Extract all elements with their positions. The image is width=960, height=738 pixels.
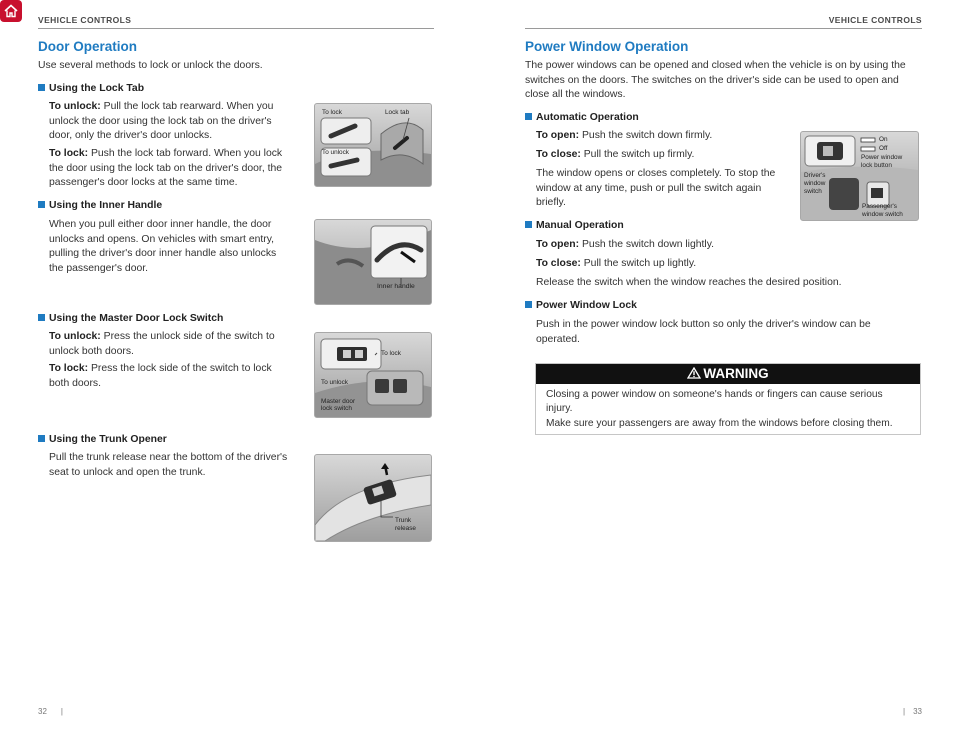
manual-close-para: To close: Pull the switch up lightly. [536,258,697,269]
running-header-left: VEHICLE CONTROLS [38,15,132,25]
bullet-square-icon [38,435,45,442]
subheading-lock-tab: Using the Lock Tab [38,83,144,94]
page-number-right: | 33 [903,707,922,716]
door-intro: Use several methods to lock or unlock the doors. [38,60,263,71]
fig-label-to-unlock: To unlock [322,149,349,156]
trunk-opener-para: Pull the trunk release near the bottom of the driver's seat to unlock and open the trunk. [49,452,288,478]
warning-header: WARNING [536,364,920,384]
fig-label-driver-line1: Driver's [804,172,826,179]
automatic-stop-para: The window opens or closes completely. To stop the window at any time, push or pull the switch again briefly. [536,168,776,209]
subheading-manual: Manual Operation [525,220,624,231]
master-switch-lock-para: To lock: Press the lock side of the switch to lock both doors. [49,363,272,389]
fig-label-to-lock: To lock [381,350,401,357]
bullet-square-icon [38,314,45,321]
fig-label-lock-tab: Lock tab [385,109,410,116]
section-title-door-operation: Door Operation [38,39,138,54]
fig-label-to-unlock: To unlock [321,379,348,386]
subheading-automatic: Automatic Operation [525,112,639,123]
home-button[interactable] [0,0,22,22]
fig-label-trunk-line1: Trunk [395,517,412,524]
fig-label-master-line2: lock switch [321,405,352,412]
bullet-square-icon [525,301,532,308]
inner-handle-figure [314,219,432,305]
automatic-close-para: To close: Pull the switch up firmly. [536,149,695,160]
subheading-trunk-opener: Using the Trunk Opener [38,434,167,445]
lock-tab-figure [314,103,432,187]
fig-label-master-line1: Master door [321,398,356,405]
fig-label-trunk-line2: release [395,525,416,532]
manual-open-para: To open: Push the switch down lightly. [536,239,715,250]
header-rule-right [525,28,922,29]
power-window-switch-figure [800,131,919,221]
power-window-intro: The power windows can be opened and closed when the vehicle is on by using the switches on the doors. The switches on the driver's side can be used to open and close all the windows. [525,60,906,101]
page-number-left: 32 | [38,707,63,716]
bullet-square-icon [525,221,532,228]
inner-handle-para: When you pull either door inner handle, the door unlocks and opens. On vehicles with smart entry, pulling the driver's door inner handle also unlocks the passenger's door. [49,219,277,274]
fig-label-on: On [879,136,888,143]
inner-handle-illustration [315,220,431,304]
warning-box [535,363,921,435]
fig-label-pass-line2: window switch [862,211,903,218]
warning-triangle-icon [687,367,701,379]
fig-label-inner-handle: Inner handle [377,283,415,290]
bullet-square-icon [38,201,45,208]
home-icon [3,3,19,19]
warning-line-1: Closing a power window on someone's hands or fingers can cause serious injury. [546,389,883,414]
fig-label-lock-btn-line1: Power window [861,154,903,161]
power-window-lock-para: Push in the power window lock button so only the driver's window can be operated. [536,319,871,345]
section-title-power-window: Power Window Operation [525,39,689,54]
warning-line-2: Make sure your passengers are away from the windows before closing them. [546,418,893,429]
subheading-inner-handle: Using the Inner Handle [38,200,162,211]
bullet-square-icon [525,113,532,120]
fig-label-to-lock: To lock [322,109,342,116]
trunk-release-figure [314,454,432,542]
running-header-right: VEHICLE CONTROLS [828,15,922,25]
master-switch-unlock-para: To unlock: Press the unlock side of the switch to unlock both doors. [49,331,275,357]
fig-label-driver-line3: switch [804,188,822,195]
fig-label-off: Off [879,145,888,152]
fig-label-lock-btn-line2: lock button [861,162,892,169]
bullet-square-icon [38,84,45,91]
fig-label-driver-line2: window [804,180,826,187]
lock-tab-lock-para: To lock: Push the lock tab forward. When you lock the door using the lock tab on the driver's door, the passenger's door locks at the same time. [49,148,283,189]
subheading-power-window-lock: Power Window Lock [525,300,637,311]
header-rule-left [38,28,434,29]
manual-release-para: Release the switch when the window reaches the desired position. [536,277,842,288]
fig-label-pass-line1: Passenger's [862,203,897,210]
master-switch-figure [314,332,432,418]
subheading-master-switch: Using the Master Door Lock Switch [38,313,223,324]
lock-tab-unlock-para: To unlock: Pull the lock tab rearward. When you unlock the door using the lock tab on the driver's door, only the driver's door unlocks. [49,101,274,142]
automatic-open-para: To open: Push the switch down firmly. [536,130,713,141]
